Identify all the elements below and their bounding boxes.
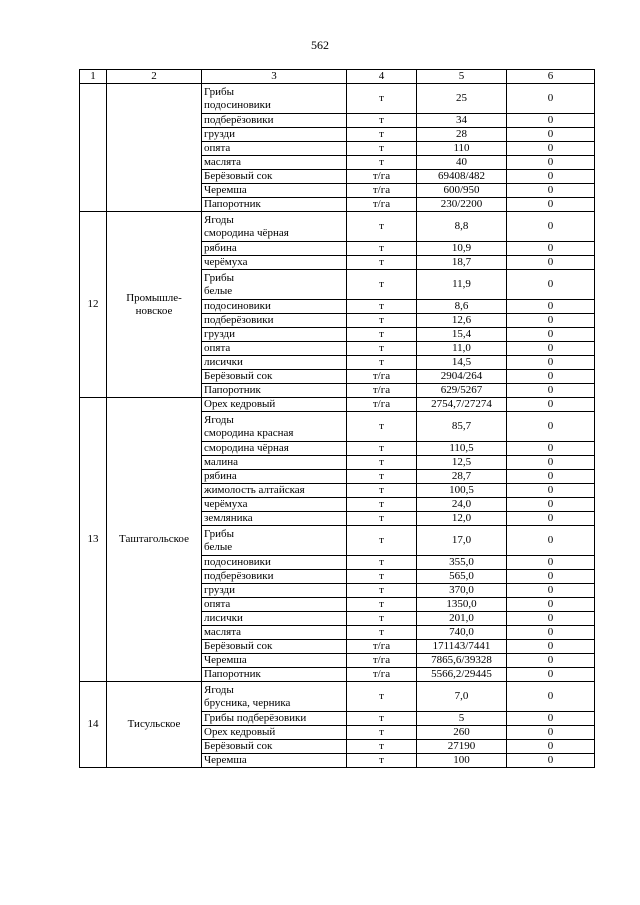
item-cell	[202, 384, 347, 398]
unit-cell: т	[347, 356, 417, 370]
item-line: смородина красная	[204, 426, 294, 439]
item-line: смородина чёрная	[204, 226, 289, 239]
unit-cell: т	[347, 726, 417, 740]
item-line: лисички	[204, 612, 243, 624]
unit-cell: т	[347, 484, 417, 498]
item-cell	[202, 198, 347, 212]
unit-cell: т	[347, 328, 417, 342]
unit-cell: т	[347, 212, 417, 242]
item-cell	[202, 726, 347, 740]
item-line: опята	[204, 342, 231, 354]
unit-cell: т	[347, 584, 417, 598]
item-line: Ягоды	[204, 683, 234, 696]
unit-cell: т/га	[347, 668, 417, 682]
unit-cell: т	[347, 470, 417, 484]
value-cell: 100,5	[417, 484, 507, 498]
item-cell	[202, 498, 347, 512]
item-cell	[202, 328, 347, 342]
value-cell: 1350,0	[417, 598, 507, 612]
item-cell	[202, 754, 347, 768]
item-cell	[202, 184, 347, 198]
item-cell	[202, 398, 347, 412]
value-cell: 24,0	[417, 498, 507, 512]
group-name-line: Промышле-	[126, 291, 182, 304]
group-number-cell	[80, 84, 107, 212]
value-cell: 100	[417, 754, 507, 768]
item-line: Орех кедровый	[204, 726, 276, 738]
value-cell: 40	[417, 156, 507, 170]
table-row	[80, 84, 595, 114]
unit-cell: т	[347, 740, 417, 754]
item-cell	[202, 142, 347, 156]
value-cell: 2754,7/27274	[417, 398, 507, 412]
value-cell: 27190	[417, 740, 507, 754]
item-line: Ягоды	[204, 213, 234, 226]
unit-cell: т	[347, 142, 417, 156]
item-cell	[202, 712, 347, 726]
group-number-cell: 14	[80, 682, 107, 768]
extra-cell: 0	[507, 498, 595, 512]
unit-cell: т	[347, 456, 417, 470]
item-line: Грибы подберёзовики	[204, 712, 307, 724]
extra-cell: 0	[507, 712, 595, 726]
item-cell	[202, 128, 347, 142]
item-cell	[202, 740, 347, 754]
item-line: рябина	[204, 470, 237, 482]
item-cell	[202, 682, 347, 712]
extra-cell: 0	[507, 114, 595, 128]
item-cell	[202, 270, 347, 300]
extra-cell: 0	[507, 84, 595, 114]
group-number-cell: 12	[80, 212, 107, 398]
extra-cell: 0	[507, 442, 595, 456]
resource-table	[79, 69, 595, 768]
unit-cell: т/га	[347, 640, 417, 654]
unit-cell: т	[347, 84, 417, 114]
item-cell	[202, 668, 347, 682]
extra-cell: 0	[507, 384, 595, 398]
value-cell: 370,0	[417, 584, 507, 598]
extra-cell: 0	[507, 300, 595, 314]
item-cell	[202, 84, 347, 114]
item-line: Папоротник	[204, 668, 261, 680]
item-line: Грибы	[204, 271, 235, 284]
extra-cell: 0	[507, 682, 595, 712]
item-cell	[202, 256, 347, 270]
value-cell: 12,0	[417, 512, 507, 526]
unit-cell: т	[347, 754, 417, 768]
unit-cell: т	[347, 156, 417, 170]
value-cell: 355,0	[417, 556, 507, 570]
value-cell: 28,7	[417, 470, 507, 484]
extra-cell: 0	[507, 314, 595, 328]
item-line: маслята	[204, 156, 242, 168]
extra-cell: 0	[507, 184, 595, 198]
extra-cell: 0	[507, 342, 595, 356]
value-cell: 85,7	[417, 412, 507, 442]
item-line: грузди	[204, 128, 235, 140]
item-cell	[202, 156, 347, 170]
header-cell: 1	[80, 70, 107, 84]
item-line: подосиновики	[204, 300, 271, 312]
item-line: лисички	[204, 356, 243, 368]
extra-cell: 0	[507, 356, 595, 370]
value-cell: 171143/7441	[417, 640, 507, 654]
item-line: малина	[204, 456, 239, 468]
item-line: маслята	[204, 626, 242, 638]
item-cell	[202, 442, 347, 456]
unit-cell: т	[347, 626, 417, 640]
item-cell	[202, 242, 347, 256]
value-cell: 230/2200	[417, 198, 507, 212]
item-line: Берёзовый сок	[204, 740, 273, 752]
extra-cell: 0	[507, 612, 595, 626]
item-line: подосиновики	[204, 556, 271, 568]
item-cell	[202, 212, 347, 242]
value-cell: 260	[417, 726, 507, 740]
extra-cell: 0	[507, 370, 595, 384]
item-line: брусника, черника	[204, 696, 291, 709]
extra-cell: 0	[507, 754, 595, 768]
unit-cell: т	[347, 512, 417, 526]
item-line: подберёзовики	[204, 570, 274, 582]
header-cell: 2	[107, 70, 202, 84]
extra-cell: 0	[507, 584, 595, 598]
extra-cell: 0	[507, 328, 595, 342]
value-cell: 15,4	[417, 328, 507, 342]
item-cell	[202, 114, 347, 128]
item-line: рябина	[204, 242, 237, 254]
extra-cell: 0	[507, 412, 595, 442]
value-cell: 18,7	[417, 256, 507, 270]
unit-cell: т	[347, 114, 417, 128]
unit-cell: т	[347, 712, 417, 726]
unit-cell: т	[347, 612, 417, 626]
item-line: белые	[204, 540, 233, 553]
item-line: опята	[204, 142, 231, 154]
group-number-cell: 13	[80, 398, 107, 682]
item-cell	[202, 654, 347, 668]
item-line: Берёзовый сок	[204, 370, 273, 382]
header-cell: 4	[347, 70, 417, 84]
extra-cell: 0	[507, 456, 595, 470]
item-cell	[202, 170, 347, 184]
item-cell	[202, 470, 347, 484]
unit-cell: т	[347, 342, 417, 356]
value-cell: 740,0	[417, 626, 507, 640]
unit-cell: т	[347, 526, 417, 556]
value-cell: 10,9	[417, 242, 507, 256]
unit-cell: т	[347, 412, 417, 442]
value-cell: 12,6	[417, 314, 507, 328]
unit-cell: т	[347, 498, 417, 512]
unit-cell: т/га	[347, 654, 417, 668]
value-cell: 629/5267	[417, 384, 507, 398]
item-line: опята	[204, 598, 231, 610]
item-line: белые	[204, 284, 233, 297]
item-line: Орех кедровый	[204, 398, 276, 410]
item-cell	[202, 556, 347, 570]
item-cell	[202, 612, 347, 626]
item-cell	[202, 412, 347, 442]
item-line: черёмуха	[204, 498, 248, 510]
table-row	[80, 212, 595, 242]
item-line: жимолость алтайская	[204, 484, 305, 496]
value-cell: 11,0	[417, 342, 507, 356]
item-line: грузди	[204, 328, 235, 340]
item-line: смородина чёрная	[204, 442, 289, 454]
item-cell	[202, 300, 347, 314]
unit-cell: т	[347, 256, 417, 270]
item-line: Черемша	[204, 184, 247, 196]
unit-cell: т	[347, 682, 417, 712]
value-cell: 69408/482	[417, 170, 507, 184]
value-cell: 565,0	[417, 570, 507, 584]
item-line: Папоротник	[204, 384, 261, 396]
value-cell: 28	[417, 128, 507, 142]
item-cell	[202, 626, 347, 640]
extra-cell: 0	[507, 556, 595, 570]
item-cell	[202, 584, 347, 598]
unit-cell: т	[347, 570, 417, 584]
group-name-line: Тисульское	[127, 718, 181, 730]
item-line: Берёзовый сок	[204, 170, 273, 182]
item-cell	[202, 640, 347, 654]
unit-cell: т/га	[347, 370, 417, 384]
item-cell	[202, 314, 347, 328]
value-cell: 11,9	[417, 270, 507, 300]
extra-cell: 0	[507, 654, 595, 668]
extra-cell: 0	[507, 170, 595, 184]
item-cell	[202, 356, 347, 370]
item-cell	[202, 370, 347, 384]
group-name-cell	[107, 212, 202, 398]
value-cell: 7,0	[417, 682, 507, 712]
extra-cell: 0	[507, 526, 595, 556]
extra-cell: 0	[507, 668, 595, 682]
value-cell: 34	[417, 114, 507, 128]
extra-cell: 0	[507, 640, 595, 654]
extra-cell: 0	[507, 626, 595, 640]
item-line: подберёзовики	[204, 314, 274, 326]
item-cell	[202, 342, 347, 356]
extra-cell: 0	[507, 128, 595, 142]
item-cell	[202, 456, 347, 470]
unit-cell: т	[347, 556, 417, 570]
unit-cell: т/га	[347, 170, 417, 184]
value-cell: 201,0	[417, 612, 507, 626]
unit-cell: т/га	[347, 184, 417, 198]
extra-cell: 0	[507, 398, 595, 412]
value-cell: 25	[417, 84, 507, 114]
header-cell: 3	[202, 70, 347, 84]
page-number: 562	[311, 38, 329, 52]
unit-cell: т	[347, 598, 417, 612]
unit-cell: т/га	[347, 198, 417, 212]
value-cell: 110	[417, 142, 507, 156]
group-name-line: Таштагольское	[119, 533, 189, 545]
unit-cell: т/га	[347, 398, 417, 412]
item-line: Грибы	[204, 527, 235, 540]
item-cell	[202, 484, 347, 498]
item-line: грузди	[204, 584, 235, 596]
extra-cell: 0	[507, 512, 595, 526]
group-name-line: новское	[135, 304, 173, 317]
group-name-cell	[107, 84, 202, 212]
item-line: Черемша	[204, 754, 247, 766]
extra-cell: 0	[507, 598, 595, 612]
item-cell	[202, 570, 347, 584]
extra-cell: 0	[507, 256, 595, 270]
value-cell: 8,8	[417, 212, 507, 242]
group-name-cell	[107, 682, 202, 768]
table-row	[80, 682, 595, 712]
extra-cell: 0	[507, 270, 595, 300]
extra-cell: 0	[507, 470, 595, 484]
value-cell: 7865,6/39328	[417, 654, 507, 668]
value-cell: 12,5	[417, 456, 507, 470]
group-name-cell	[107, 398, 202, 682]
extra-cell: 0	[507, 142, 595, 156]
item-cell	[202, 512, 347, 526]
value-cell: 5	[417, 712, 507, 726]
unit-cell: т	[347, 300, 417, 314]
table-body	[80, 84, 595, 768]
item-cell	[202, 526, 347, 556]
value-cell: 14,5	[417, 356, 507, 370]
unit-cell: т	[347, 270, 417, 300]
value-cell: 8,6	[417, 300, 507, 314]
item-line: Берёзовый сок	[204, 640, 273, 652]
extra-cell: 0	[507, 212, 595, 242]
item-line: черёмуха	[204, 256, 248, 268]
item-line: Ягоды	[204, 413, 234, 426]
item-line: подберёзовики	[204, 114, 274, 126]
item-line: подосиновики	[204, 98, 271, 111]
value-cell: 600/950	[417, 184, 507, 198]
value-cell: 5566,2/29445	[417, 668, 507, 682]
table-row	[80, 398, 595, 412]
item-cell	[202, 598, 347, 612]
item-line: земляника	[204, 512, 253, 524]
unit-cell: т	[347, 442, 417, 456]
extra-cell: 0	[507, 570, 595, 584]
extra-cell: 0	[507, 740, 595, 754]
item-line: Черемша	[204, 654, 247, 666]
value-cell: 2904/264	[417, 370, 507, 384]
extra-cell: 0	[507, 242, 595, 256]
value-cell: 17,0	[417, 526, 507, 556]
header-cell: 6	[507, 70, 595, 84]
extra-cell: 0	[507, 156, 595, 170]
unit-cell: т	[347, 242, 417, 256]
value-cell: 110,5	[417, 442, 507, 456]
unit-cell: т	[347, 128, 417, 142]
item-line: Грибы	[204, 85, 235, 98]
item-line: Папоротник	[204, 198, 261, 210]
header-row	[80, 70, 595, 84]
extra-cell: 0	[507, 726, 595, 740]
unit-cell: т	[347, 314, 417, 328]
extra-cell: 0	[507, 484, 595, 498]
extra-cell: 0	[507, 198, 595, 212]
header-cell: 5	[417, 70, 507, 84]
unit-cell: т/га	[347, 384, 417, 398]
